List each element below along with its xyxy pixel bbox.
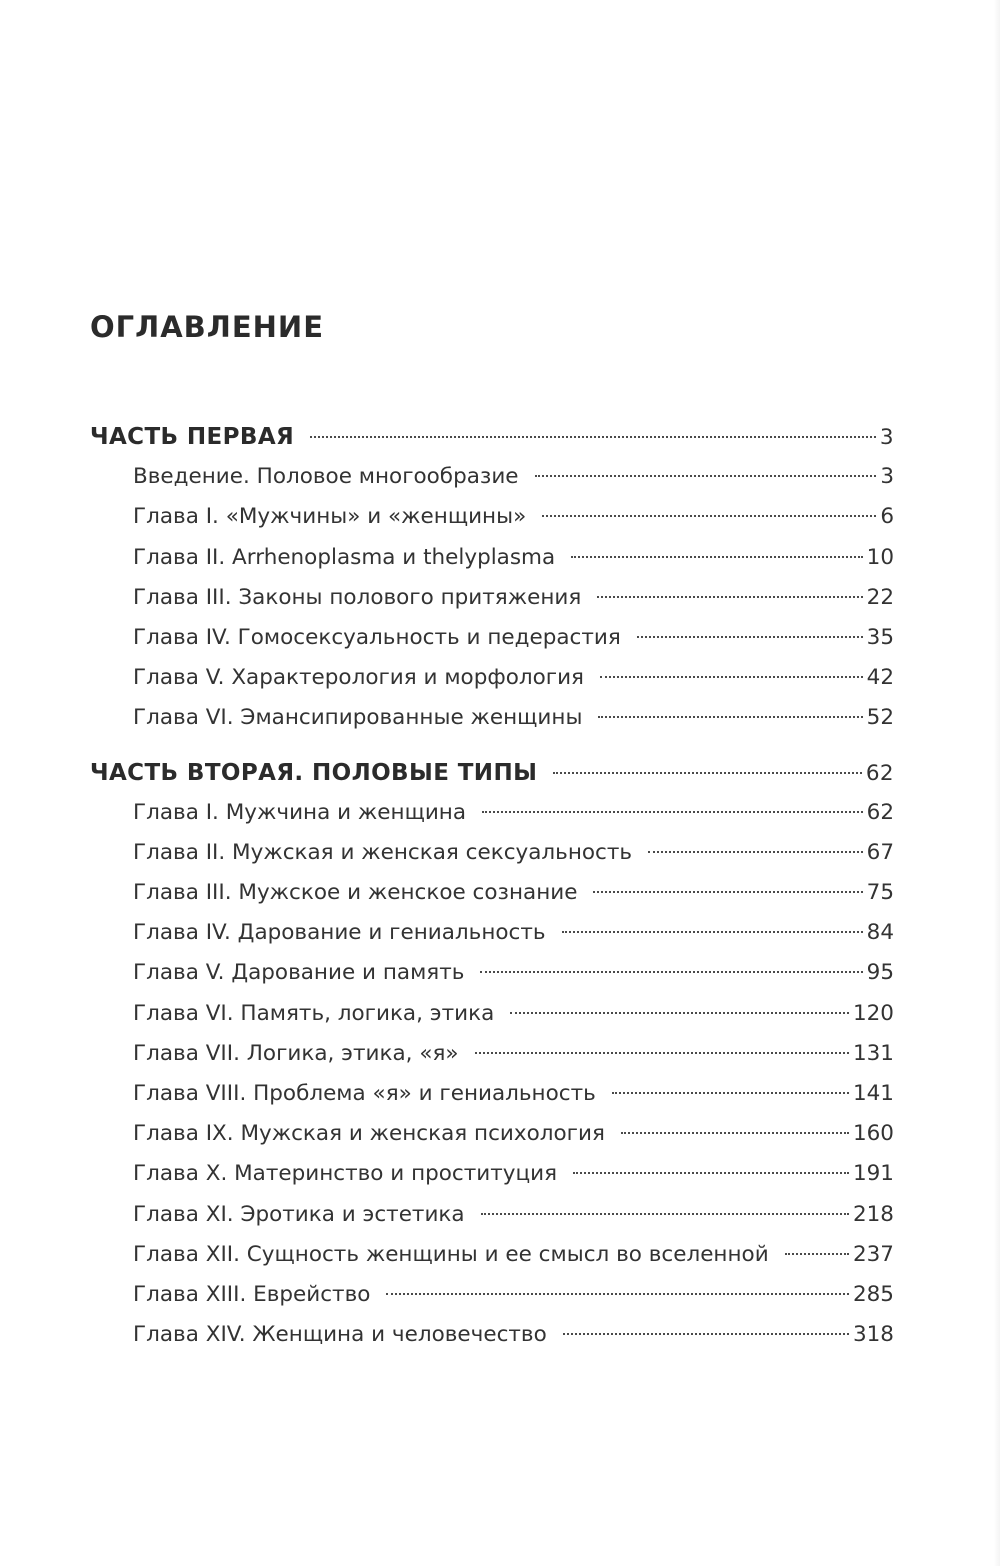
toc-entry[interactable]	[133, 578, 894, 618]
toc-entry[interactable]	[133, 658, 894, 698]
toc-page-number: 237	[852, 1241, 894, 1267]
toc-entry[interactable]	[133, 953, 894, 993]
table-of-contents	[90, 417, 894, 1355]
toc-page-number: 52	[866, 705, 894, 731]
toc-entry[interactable]	[133, 538, 894, 578]
page-edge	[994, 0, 1000, 1566]
toc-page-number: 120	[852, 1000, 894, 1026]
toc-entry-label: Глава IX. Мужская и женская психология	[133, 1121, 605, 1147]
toc-page-number: 285	[852, 1281, 894, 1307]
toc-entry[interactable]	[133, 994, 894, 1034]
toc-page-number: 35	[866, 624, 894, 650]
toc-entry-label: Глава IV. Дарование и гениальность	[133, 920, 546, 946]
toc-entry-label: Глава III. Мужское и женское сознание	[133, 880, 578, 906]
toc-page-number: 42	[866, 665, 894, 691]
toc-entry[interactable]	[133, 1275, 894, 1315]
toc-page-number: 141	[852, 1081, 894, 1106]
toc-entry-label: Глава XI. Эротика и эстетика	[133, 1201, 465, 1227]
toc-entry[interactable]	[133, 698, 894, 738]
dot-leader	[562, 931, 863, 933]
toc-entry-label: Глава XIII. Еврейство	[133, 1281, 371, 1307]
toc-page-number: 3	[880, 464, 894, 490]
dot-leader	[310, 436, 876, 438]
dot-leader	[621, 1132, 849, 1134]
dot-leader	[475, 1052, 849, 1054]
toc-entry[interactable]	[133, 873, 894, 913]
dot-leader	[553, 772, 861, 774]
toc-entry-label: Глава V. Дарование и память	[133, 960, 465, 986]
dot-leader	[597, 596, 862, 598]
toc-page-number: 95	[866, 960, 894, 986]
toc-part-heading[interactable]	[90, 753, 894, 793]
toc-entry-label: Глава VII. Логика, этика, «я»	[133, 1040, 459, 1066]
toc-page-number: 75	[866, 880, 894, 906]
toc-page-number: 160	[852, 1121, 894, 1147]
toc-entry-label: Глава I. Мужчина и женщина	[133, 799, 467, 825]
dot-leader	[785, 1253, 849, 1255]
toc-page-number: 67	[866, 839, 894, 865]
dot-leader	[600, 676, 863, 678]
toc-entry-label: Глава XII. Сущность женщины и ее смысл во вселенной	[133, 1241, 769, 1267]
dot-leader	[535, 475, 877, 477]
toc-page-number: 62	[866, 799, 894, 825]
toc-part-label: ЧАСТЬ ВТОРАЯ. ПОЛОВЫЕ ТИПЫ	[90, 759, 538, 786]
toc-entry-label: Глава II. Arrhenoplasma и thelyplasma	[133, 544, 556, 570]
page-title: ОГЛАВЛЕНИЕ	[90, 310, 325, 344]
toc-page-number: 3	[879, 425, 894, 450]
toc-page-number: 6	[880, 504, 894, 530]
toc-entry-label: Глава V. Характерология и морфология	[133, 665, 584, 691]
toc-entry[interactable]	[133, 1034, 894, 1074]
toc-page-number: 10	[866, 544, 894, 570]
toc-entry-label: Глава VI. Память, логика, этика	[133, 1000, 495, 1026]
toc-entry[interactable]	[133, 793, 894, 833]
toc-entry[interactable]	[133, 833, 894, 873]
toc-entry[interactable]	[133, 457, 894, 497]
dot-leader	[598, 716, 862, 718]
toc-entry-label: Глава VIII. Проблема «я» и гениальность	[133, 1081, 596, 1106]
toc-part-heading[interactable]	[90, 417, 894, 457]
toc-entry-label: Глава VI. Эмансипированные женщины	[133, 705, 583, 731]
toc-entry[interactable]	[133, 1195, 894, 1235]
toc-part-label: ЧАСТЬ ПЕРВАЯ	[90, 424, 295, 450]
dot-leader	[563, 1333, 849, 1335]
dot-leader	[481, 1213, 849, 1215]
toc-part-2	[90, 753, 894, 1356]
toc-entry-label: Глава I. «Мужчины» и «женщины»	[133, 504, 527, 530]
dot-leader	[482, 811, 863, 813]
dot-leader	[542, 515, 876, 517]
dot-leader	[612, 1092, 849, 1094]
toc-part-1	[90, 417, 894, 739]
toc-page-number: 62	[865, 760, 894, 786]
dot-leader	[480, 971, 862, 973]
toc-entry[interactable]	[133, 1154, 894, 1194]
toc-entry-label: Глава X. Материнство и проституция	[133, 1161, 558, 1187]
toc-entry[interactable]	[133, 497, 894, 537]
toc-page-number: 131	[852, 1040, 894, 1066]
toc-entry-label: Введение. Половое многообразие	[133, 464, 519, 490]
toc-entry[interactable]	[133, 913, 894, 953]
toc-entry[interactable]	[133, 1114, 894, 1154]
dot-leader	[571, 556, 862, 558]
toc-entry[interactable]	[133, 1074, 894, 1114]
dot-leader	[593, 891, 862, 893]
toc-entry-label: Глава III. Законы полового притяжения	[133, 584, 582, 610]
dot-leader	[648, 851, 863, 853]
toc-page-number: 22	[866, 584, 894, 610]
dot-leader	[386, 1293, 849, 1295]
dot-leader	[510, 1012, 849, 1014]
toc-entry-label: Глава XIV. Женщина и человечество	[133, 1322, 547, 1348]
toc-page-number: 84	[866, 920, 894, 946]
dot-leader	[637, 636, 863, 638]
toc-entry[interactable]	[133, 1235, 894, 1275]
toc-entry-label: Глава IV. Гомосексуальность и педерастия	[133, 624, 621, 650]
dot-leader	[573, 1172, 849, 1174]
toc-page-number: 218	[852, 1201, 894, 1227]
toc-entry-label: Глава II. Мужская и женская сексуальность	[133, 839, 633, 865]
toc-page-number: 318	[852, 1322, 894, 1348]
toc-entry[interactable]	[133, 1315, 894, 1355]
toc-page-number: 191	[852, 1161, 894, 1187]
toc-entry[interactable]	[133, 618, 894, 658]
